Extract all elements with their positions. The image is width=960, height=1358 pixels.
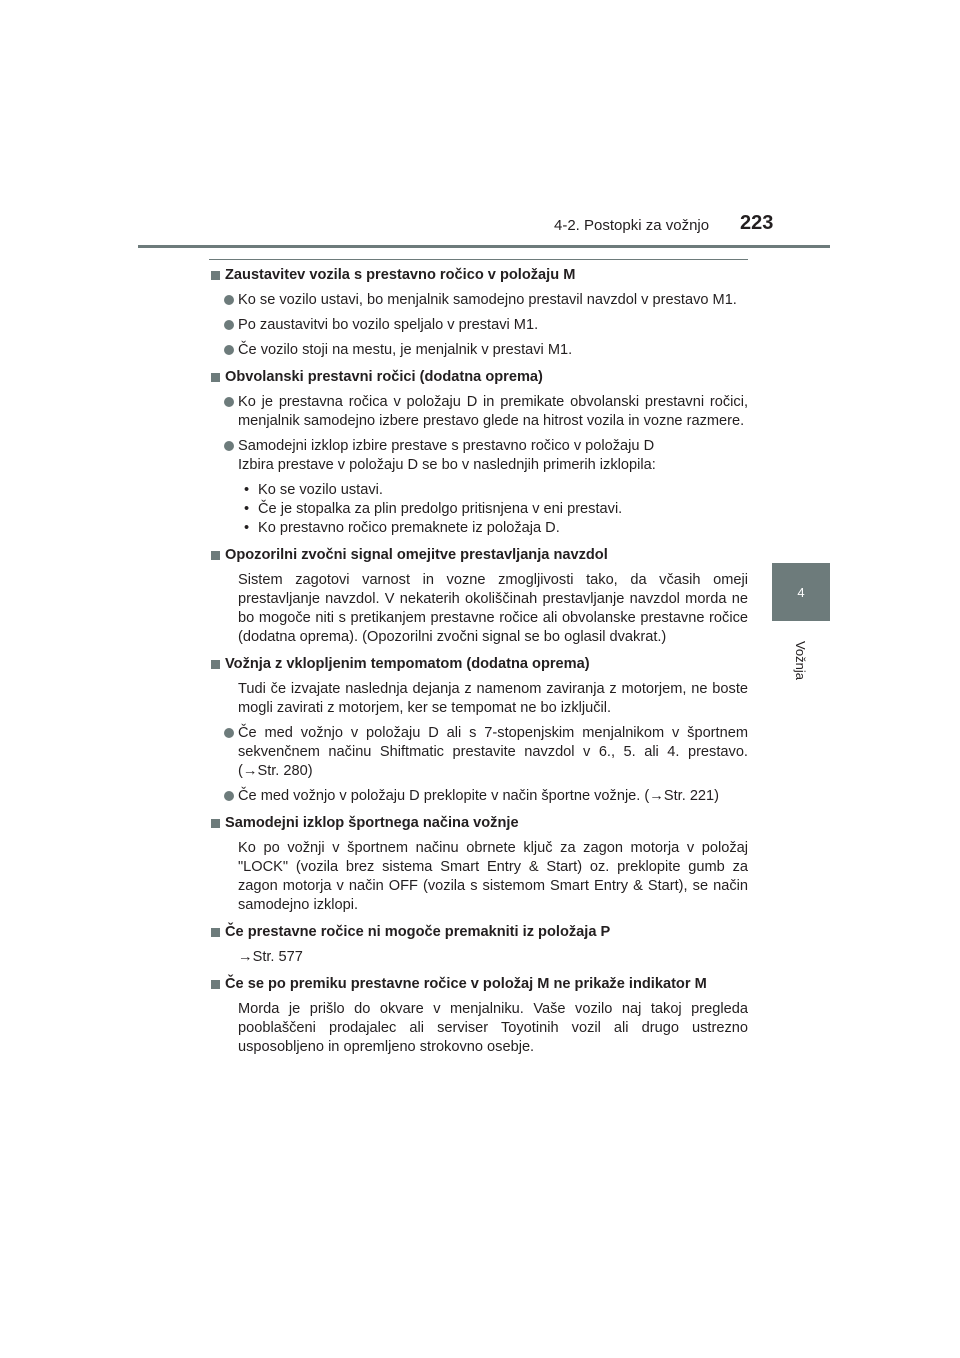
section-title: Če se po premiku prestavne ročice v položaj M ne prikaže indikator M [210, 975, 748, 994]
section-title: Obvolanski prestavni ročici (dodatna oprema) [210, 368, 748, 387]
section-stop-in-m [210, 266, 748, 360]
section-title: Opozorilni zvočni signal omejitve prestavljanja navzdol [210, 546, 748, 565]
square-bullet-icon [211, 551, 220, 560]
list-item: Če med vožnjo v položaju D preklopite v način športne vožnje. (→Str. 221) [210, 787, 748, 806]
content-divider [209, 259, 748, 260]
list-item: Če vozilo stoji na mestu, je menjalnik v prestavi M1. [210, 341, 748, 360]
section-title: Zaustavitev vozila s prestavno ročico v položaju M [210, 266, 748, 285]
circle-bullet-icon [224, 295, 234, 305]
section-cruise-control [210, 655, 748, 806]
square-bullet-icon [211, 928, 220, 937]
section-m-indicator [210, 975, 748, 1057]
page-reference-link[interactable]: →Str. 577 [238, 949, 303, 965]
section-lever-stuck-p [210, 923, 748, 967]
chapter-tab [772, 563, 830, 621]
section-paragraph: Sistem zagotovi varnost in vozne zmogljivosti tako, da včasih omeji prestavljanje navzdol. V nekaterih okoliščinah prestavljanje navzdol morda ne bo mogoče niti s pretikanjem prestavne ročice ali obvolanske prestavne ročice (dodatna oprema). (Opozorilni zvočni signal se bo oglasil dvakrat.) [238, 572, 748, 645]
section-header: 4-2. Postopki za vožnjo [554, 217, 710, 234]
chapter-label-wrap [772, 630, 830, 690]
square-bullet-icon [211, 271, 220, 280]
section-title: Vožnja z vklopljenim tempomatom (dodatna oprema) [210, 655, 748, 674]
circle-bullet-icon [224, 397, 234, 407]
section-sport-mode-off [210, 814, 748, 915]
section-downshift-buzzer [210, 546, 748, 647]
list-item: Ko je prestavna ročica v položaju D in premikate obvolanski prestavni ročici, menjalnik samodejno izbere prestavo glede na hitrost vozila in vozne razmere. [210, 393, 748, 431]
list-item: Če med vožnjo v položaju D ali s 7-stopenjskim menjalnikom v športnem sekvenčnem načinu Shiftmatic prestavite navzdol v 6., 5. ali 4. prestavo. (→Str. 280) [210, 724, 748, 781]
chapter-number: 4 [797, 584, 805, 600]
square-bullet-icon [211, 819, 220, 828]
sub-list-item: • Ko prestavno ročico premaknete iz položaja D. [244, 520, 560, 536]
circle-bullet-icon [224, 728, 234, 738]
square-bullet-icon [211, 373, 220, 382]
list-item: Po zaustavitvi bo vozilo speljalo v prestavi M1. [210, 316, 748, 335]
section-paragraph: Morda je prišlo do okvare v menjalniku. Vaše vozilo naj takoj pregleda pooblaščeni prodajalec ali serviser Toyotinih vozil ali drugo ustrezno usposobljeno in opremljeno strokovno osebje. [238, 1001, 748, 1055]
sub-list-item: • Če je stopalka za plin predolgo pritisnjena v eni prestavi. [244, 501, 623, 517]
square-bullet-icon [211, 980, 220, 989]
section-title: Če prestavne ročice ni mogoče premakniti iz položaja P [210, 923, 748, 942]
list-item: Ko se vozilo ustavi, bo menjalnik samodejno prestavil navzdol v prestavo M1. [210, 291, 748, 310]
chapter-label: Vožnja [793, 640, 809, 680]
page-number: 223 [740, 212, 774, 234]
section-paddle-shifters [210, 368, 748, 538]
section-title: Samodejni izklop športnega načina vožnje [210, 814, 748, 833]
header-divider [138, 245, 830, 248]
content-area [210, 266, 748, 1065]
circle-bullet-icon [224, 320, 234, 330]
circle-bullet-icon [224, 441, 234, 451]
section-paragraph: Ko po vožnji v športnem načinu obrnete ključ za zagon motorja v položaj "LOCK" (vozila brez sistema Smart Entry & Start) oz. preklopite gumb za zagon motorja v način OFF (vozila s sistemom Smart Entry & Start), se način samodejno izklopi. [238, 840, 748, 913]
square-bullet-icon [211, 660, 220, 669]
circle-bullet-icon [224, 791, 234, 801]
list-item: Samodejni izklop izbire prestave s prestavno ročico v položaju D Izbira prestave v položaju D se bo v naslednjih primerih izklopila: [210, 437, 748, 475]
circle-bullet-icon [224, 345, 234, 355]
sub-list [210, 481, 748, 538]
section-paragraph: Tudi če izvajate naslednja dejanja z namenom zaviranja z motorjem, ne boste mogli zavirati z motorjem, ker se tempomat ne bo izključil. [238, 681, 748, 716]
sub-list-item: • Ko se vozilo ustavi. [244, 482, 383, 498]
